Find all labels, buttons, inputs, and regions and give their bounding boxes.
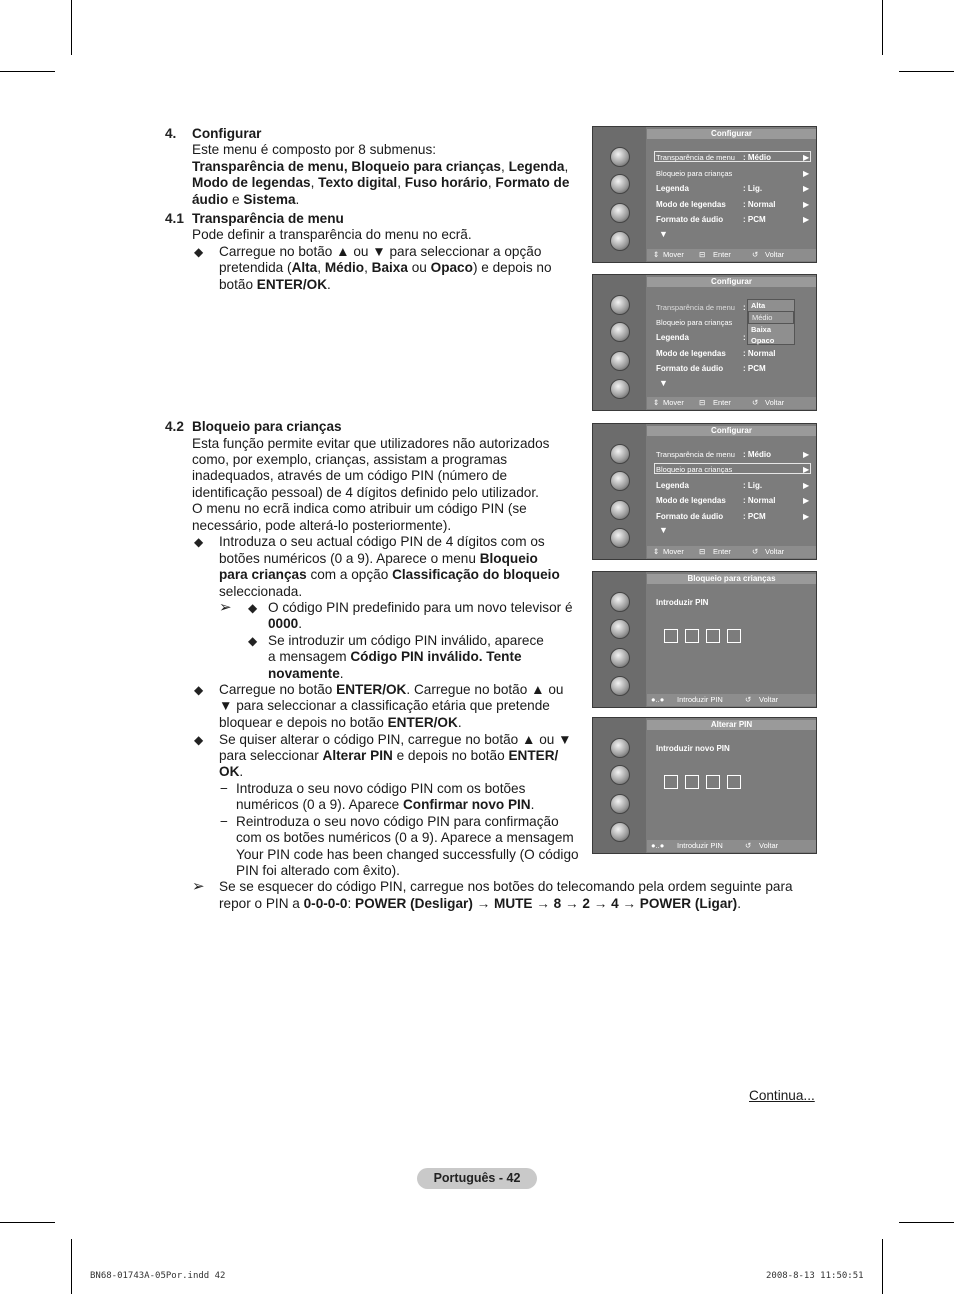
bold-term: Alterar PIN: [322, 748, 393, 763]
text: Carregue no botão: [219, 682, 337, 697]
menu-value: : PCM: [743, 215, 766, 224]
menu-value: : Normal: [743, 200, 776, 209]
bold-term: 0-0-0-0: [303, 896, 348, 911]
menu-item: Bloqueio para crianças: [656, 169, 733, 178]
paragraph: [192, 175, 569, 191]
text: :: [347, 896, 356, 911]
menu-item: Transparência de menu: [656, 153, 735, 162]
bold-term: Transparência de menu, Bloqueio para crianças: [192, 159, 501, 174]
arrow-right-icon: ▶: [803, 496, 810, 505]
menu-value: : Médio: [743, 153, 771, 162]
paragraph: [219, 748, 558, 764]
bold-term: POWER (Desligar) → MUTE → 8 → 2 → 4 → POWER (Ligar): [355, 896, 738, 911]
move-icon: ⇕: [653, 250, 660, 259]
paragraph: O menu no ecrã indica como atribuir um código PIN (se: [192, 501, 527, 516]
foot-back-label: Voltar: [765, 547, 785, 556]
osd-sidebar: [593, 718, 646, 853]
paragraph: seleccionada.: [219, 584, 303, 599]
paragraph: [219, 896, 741, 912]
osd-sidebar: [593, 127, 646, 262]
text: .: [530, 797, 535, 812]
foot-move-label: Mover: [663, 250, 684, 259]
arrow-right-icon: ▶: [803, 215, 810, 224]
print-footer-date: 2008-8-13 11:50:51: [766, 1271, 864, 1281]
text: ,: [564, 159, 569, 174]
text: .: [239, 764, 244, 779]
paragraph: ▼ para seleccionar a classificação etária que pretende: [219, 698, 550, 713]
bold-term: Fuso horário: [404, 175, 488, 190]
osd-title: Configurar: [647, 129, 816, 139]
section-number: 4.: [165, 126, 177, 141]
osd-title: Configurar: [647, 426, 816, 436]
section-title: Transparência de menu: [192, 211, 344, 226]
paragraph: [219, 567, 560, 583]
paragraph: [192, 159, 568, 175]
text: ,: [397, 175, 405, 190]
menu-item: Modo de legendas: [656, 349, 726, 358]
bold-term: para crianças: [219, 567, 307, 582]
paragraph: Se se esquecer do código PIN, carregue nos botões do telecomando pela ordem seguinte para: [219, 879, 793, 894]
paragraph: [268, 616, 302, 632]
crop-mark: [899, 71, 954, 72]
note-arrow-icon: ➢: [192, 878, 205, 895]
paragraph: Carregue no botão ▲ ou ▼ para seleccionar a opção: [219, 244, 542, 259]
menu-item: Modo de legendas: [656, 496, 726, 505]
setup-icon: [610, 500, 630, 520]
picture-icon: [610, 738, 630, 758]
crop-mark: [0, 1222, 55, 1223]
bold-term: Bloqueio: [479, 551, 538, 566]
paragraph: Introduza o seu actual código PIN de 4 dígitos com os: [219, 534, 545, 549]
input-icon: [610, 528, 630, 548]
paragraph: [268, 649, 522, 665]
diamond-bullet-icon: ◆: [248, 601, 258, 615]
osd-sidebar: [593, 572, 646, 707]
text: ,: [364, 260, 372, 275]
osd-configurar-dropdown-screen: [592, 274, 817, 411]
picture-icon: [610, 295, 630, 315]
bold-term: Texto digital: [318, 175, 398, 190]
diamond-bullet-icon: ◆: [194, 683, 204, 697]
osd-footer: [647, 694, 816, 706]
pin-digit-box[interactable]: [706, 629, 720, 643]
bold-term: ENTER/OK: [336, 682, 407, 697]
paragraph: Esta função permite evitar que utilizadores não autorizados: [192, 436, 550, 451]
move-icon: ⇕: [653, 398, 660, 407]
foot-move-label: Mover: [663, 547, 684, 556]
text: a mensagem: [268, 649, 351, 664]
foot-move-label: Mover: [663, 398, 684, 407]
paragraph: [219, 715, 462, 731]
text: numéricos (0 a 9). Aparece: [236, 797, 403, 812]
input-icon: [610, 822, 630, 842]
menu-value: : Lig.: [743, 184, 763, 193]
diamond-bullet-icon: ◆: [194, 245, 204, 259]
paragraph: inadequados, através de um código PIN (número de: [192, 468, 508, 483]
paragraph: PIN foi alterado com êxito).: [236, 863, 400, 878]
sound-icon: [610, 322, 630, 342]
bold-term: Legenda: [508, 159, 565, 174]
bold-term: Opaco: [430, 260, 473, 275]
menu-item: Transparência de menu: [656, 303, 735, 312]
text: e: [228, 192, 244, 207]
menu-value: :: [743, 333, 746, 342]
crop-mark: [71, 1239, 72, 1294]
picture-icon: [610, 592, 630, 612]
enter-icon: ⊟: [699, 250, 706, 259]
input-icon: [610, 379, 630, 399]
menu-item: Formato de áudio: [656, 215, 724, 224]
menu-value: : Lig.: [743, 481, 763, 490]
paragraph: O código PIN predefinido para um novo televisor é: [268, 600, 573, 615]
text: com a opção: [306, 567, 393, 582]
bold-term: 0000: [268, 616, 299, 631]
print-footer-file: BN68-01743A-05Por.indd 42: [90, 1271, 226, 1281]
input-icon: [610, 676, 630, 696]
diamond-bullet-icon: ◆: [194, 733, 204, 747]
pin-label: Introduzir PIN: [656, 598, 709, 607]
bold-term: áudio: [192, 192, 229, 207]
foot-pin-label: Introduzir PIN: [677, 695, 723, 704]
text: bloquear e depois no botão: [219, 715, 388, 730]
paragraph: [219, 682, 563, 698]
osd-title: Configurar: [647, 277, 816, 287]
menu-item: Bloqueio para crianças: [656, 318, 733, 327]
paragraph: Your PIN code has been changed successfully (O código: [236, 847, 579, 862]
menu-item: Formato de áudio: [656, 364, 724, 373]
number-keys-icon: ●..●: [651, 841, 665, 850]
bold-term: Confirmar novo PIN: [402, 797, 531, 812]
text: ,: [310, 175, 319, 190]
paragraph: [219, 260, 552, 276]
crop-mark: [0, 71, 55, 72]
osd-footer: [647, 840, 816, 852]
arrow-right-icon: ▶: [803, 153, 810, 162]
option-item[interactable]: Alta: [751, 301, 766, 310]
osd-configurar-bloqueio-screen: [592, 423, 817, 560]
text: botão: [219, 277, 257, 292]
paragraph: Reintroduza o seu novo código PIN para confirmação: [236, 814, 559, 829]
bold-term: Baixa: [371, 260, 408, 275]
move-icon: ⇕: [653, 547, 660, 556]
osd-sidebar: [593, 424, 646, 559]
menu-item: Bloqueio para crianças: [656, 465, 733, 474]
setup-icon: [610, 648, 630, 668]
paragraph: identificação pessoal) de 4 dígitos definido pelo utilizador.: [192, 485, 539, 500]
paragraph: Pode definir a transparência do menu no ecrã.: [192, 227, 472, 242]
text: ,: [317, 260, 325, 275]
setup-icon: [610, 794, 630, 814]
return-icon: ↺: [745, 841, 752, 850]
text: ) e depois no: [472, 260, 552, 275]
osd-configurar-screen: [592, 126, 817, 263]
menu-value: : Médio: [743, 450, 771, 459]
enter-icon: ⊟: [699, 398, 706, 407]
text: .: [339, 666, 344, 681]
paragraph: [268, 666, 344, 682]
bold-term: Formato de: [495, 175, 570, 190]
paragraph: [219, 764, 243, 780]
pin-digit-box[interactable]: [727, 775, 741, 789]
options-dropdown[interactable]: [747, 299, 795, 345]
pin-digit-box[interactable]: [685, 775, 699, 789]
dash-bullet: −: [220, 781, 228, 796]
paragraph: Se quiser alterar o código PIN, carregue no botão ▲ ou ▼: [219, 732, 572, 747]
paragraph: [192, 192, 299, 208]
osd-bloqueio-pin-screen: [592, 571, 817, 708]
paragraph: [219, 277, 331, 293]
text: pretendida (: [219, 260, 292, 275]
menu-value: : Normal: [743, 349, 776, 358]
text: para seleccionar: [219, 748, 323, 763]
text: botões numéricos (0 a 9). Aparece o menu: [219, 551, 480, 566]
paragraph: [236, 797, 534, 813]
bold-term: ENTER/OK: [256, 277, 328, 292]
foot-back-label: Voltar: [765, 250, 785, 259]
foot-back-label: Voltar: [759, 695, 779, 704]
bold-term: Modo de legendas: [192, 175, 311, 190]
foot-back-label: Voltar: [759, 841, 779, 850]
sound-icon: [610, 619, 630, 639]
arrow-right-icon: ▶: [803, 450, 810, 459]
paragraph: Introduza o seu novo código PIN com os botões: [236, 781, 526, 796]
text: repor o PIN a: [219, 896, 304, 911]
bold-term: ENTER/OK: [387, 715, 458, 730]
foot-back-label: Voltar: [765, 398, 785, 407]
menu-item: Legenda: [656, 333, 689, 342]
paragraph: com os botões numéricos (0 a 9). Aparece a mensagem: [236, 830, 574, 845]
section-number: 4.1: [165, 211, 184, 226]
bold-term: Alta: [291, 260, 318, 275]
section-title: Bloqueio para crianças: [192, 419, 342, 434]
scroll-down-icon: ▼: [659, 229, 668, 239]
osd-title: Alterar PIN: [647, 720, 816, 730]
picture-icon: [610, 444, 630, 464]
paragraph: Este menu é composto por 8 submenus:: [192, 142, 437, 157]
pin-digit-box[interactable]: [685, 629, 699, 643]
scroll-down-icon: ▼: [659, 525, 668, 535]
text: .: [457, 715, 462, 730]
crop-mark: [882, 1239, 883, 1294]
foot-pin-label: Introduzir PIN: [677, 841, 723, 850]
menu-item: Legenda: [656, 481, 689, 490]
menu-value: : PCM: [743, 364, 766, 373]
crop-mark: [71, 0, 72, 55]
dash-bullet: −: [220, 814, 228, 829]
osd-footer: [647, 397, 816, 409]
text: .: [298, 616, 303, 631]
osd-title: Bloqueio para crianças: [647, 574, 816, 584]
crop-mark: [899, 1222, 954, 1223]
arrow-right-icon: ▶: [803, 465, 810, 474]
bold-term: OK: [219, 764, 240, 779]
text: . Carregue no botão ▲ ou: [406, 682, 564, 697]
return-icon: ↺: [752, 250, 759, 259]
foot-enter-label: Enter: [713, 398, 731, 407]
bold-term: Código PIN inválido. Tente: [350, 649, 522, 664]
bold-term: Classificação do bloqueio: [392, 567, 560, 582]
arrow-right-icon: ▶: [803, 169, 810, 178]
continue-link[interactable]: Continua...: [749, 1088, 815, 1103]
text: ,: [501, 159, 509, 174]
sound-icon: [610, 174, 630, 194]
bold-term: novamente: [268, 666, 340, 681]
osd-alterar-pin-screen: [592, 717, 817, 854]
pin-digit-box[interactable]: [664, 629, 678, 643]
text: .: [737, 896, 741, 911]
foot-enter-label: Enter: [713, 547, 731, 556]
option-item[interactable]: Opaco: [751, 336, 775, 345]
menu-item: Transparência de menu: [656, 450, 735, 459]
sound-icon: [610, 471, 630, 491]
arrow-right-icon: ▶: [803, 481, 810, 490]
menu-item: Modo de legendas: [656, 200, 726, 209]
section-title: Configurar: [192, 126, 262, 141]
pin-digit-box[interactable]: [664, 775, 678, 789]
setup-icon: [610, 351, 630, 371]
sound-icon: [610, 765, 630, 785]
setup-icon: [610, 203, 630, 223]
paragraph: [219, 551, 538, 567]
enter-icon: ⊟: [699, 547, 706, 556]
section-number: 4.2: [165, 419, 184, 434]
menu-value: : PCM: [743, 512, 766, 521]
bold-term: ENTER/: [508, 748, 559, 763]
note-arrow-icon: ➢: [219, 599, 232, 616]
diamond-bullet-icon: ◆: [248, 634, 258, 648]
arrow-right-icon: ▶: [803, 184, 810, 193]
pin-digit-box[interactable]: [727, 629, 741, 643]
crop-mark: [882, 0, 883, 55]
arrow-right-icon: ▶: [803, 512, 810, 521]
diamond-bullet-icon: ◆: [194, 535, 204, 549]
menu-value: :: [743, 303, 746, 312]
input-icon: [610, 231, 630, 251]
bold-term: Sistema: [243, 192, 296, 207]
text: e depois no botão: [392, 748, 509, 763]
paragraph: como, por exemplo, crianças, assistam a programas: [192, 452, 508, 467]
text: ,: [487, 175, 496, 190]
menu-item: Legenda: [656, 184, 689, 193]
text: .: [327, 277, 331, 292]
return-icon: ↺: [752, 547, 759, 556]
text: .: [295, 192, 300, 207]
paragraph: Se introduzir um código PIN inválido, aparece: [268, 633, 544, 648]
menu-value: : Normal: [743, 496, 776, 505]
option-item-selected[interactable]: Médio: [748, 311, 794, 324]
number-keys-icon: ●..●: [651, 695, 665, 704]
option-item[interactable]: Baixa: [751, 325, 772, 334]
osd-sidebar: [593, 275, 646, 410]
foot-enter-label: Enter: [713, 250, 731, 259]
arrow-right-icon: ▶: [803, 200, 810, 209]
text: ou: [407, 260, 431, 275]
paragraph: necessário, pode alterá-lo posteriormente).: [192, 518, 452, 533]
bold-term: Médio: [324, 260, 365, 275]
osd-footer: [647, 546, 816, 558]
pin-label: Introduzir novo PIN: [656, 744, 730, 753]
return-icon: ↺: [745, 695, 752, 704]
page-number-badge: Português - 42: [417, 1168, 537, 1189]
osd-footer: [647, 249, 816, 261]
pin-digit-box[interactable]: [706, 775, 720, 789]
return-icon: ↺: [752, 398, 759, 407]
scroll-down-icon: ▼: [659, 378, 668, 388]
picture-icon: [610, 147, 630, 167]
menu-item: Formato de áudio: [656, 512, 724, 521]
